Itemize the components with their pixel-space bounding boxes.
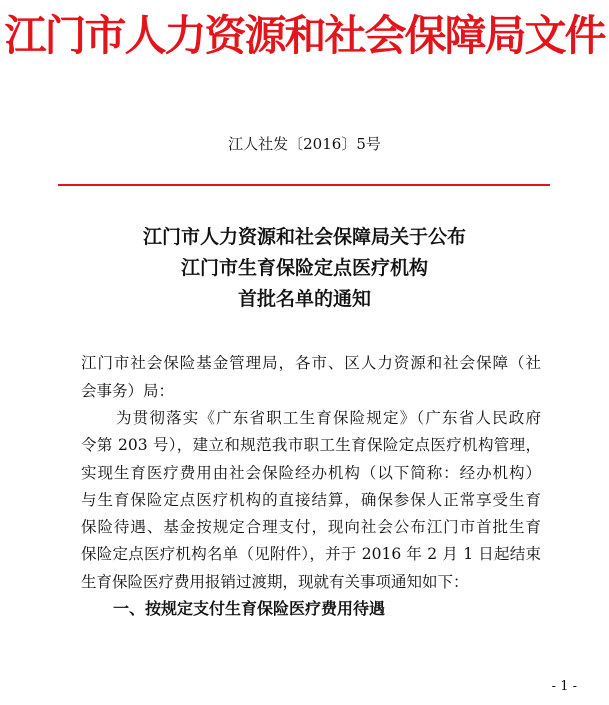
paragraph-line-3: 实现生育医疗费用由社会保险经办机构（以下简称：经办机构） bbox=[81, 464, 541, 482]
paragraph-line-7: 生育保险医疗费用报销过渡期，现就有关事项通知如下： bbox=[81, 573, 469, 591]
issuer-header-title: 江门市人力资源和社会保障局文件 bbox=[4, 11, 605, 60]
header-red-rule bbox=[58, 184, 550, 186]
notice-title-line-2: 江门市生育保险定点医疗机构 bbox=[180, 257, 428, 279]
paragraph-line-4: 与生育保险定点医疗机构的直接结算，确保参保人正常享受生育 bbox=[81, 491, 541, 509]
document-number: 江人社发〔2016〕5号 bbox=[228, 135, 381, 153]
page-number: - 1 - bbox=[551, 679, 577, 694]
recipient-line-2: 会事务）局： bbox=[81, 382, 175, 400]
section-heading: 一、按规定支付生育保险医疗费用待遇 bbox=[113, 599, 386, 618]
paragraph-line-5: 保险待遇、基金按规定合理支付，现向社会公布江门市首批生育 bbox=[81, 518, 541, 536]
notice-title-line-3: 首批名单的通知 bbox=[237, 288, 371, 310]
recipient-line-1: 江门市社会保险基金管理局，各市、区人力资源和社会保障（社 bbox=[81, 354, 541, 372]
paragraph-line-2: 令第 203 号），建立和规范我市职工生育保险定点医疗机构管理， bbox=[81, 436, 541, 454]
paragraph-line-1: 为贯彻落实《广东省职工生育保险规定》（广东省人民政府 bbox=[116, 409, 541, 427]
paragraph-line-6: 保险定点医疗机构名单（见附件），并于 2016 年 2 月 1 日起结束 bbox=[81, 545, 541, 563]
notice-title-line-1: 江门市人力资源和社会保障局关于公布 bbox=[142, 226, 466, 248]
